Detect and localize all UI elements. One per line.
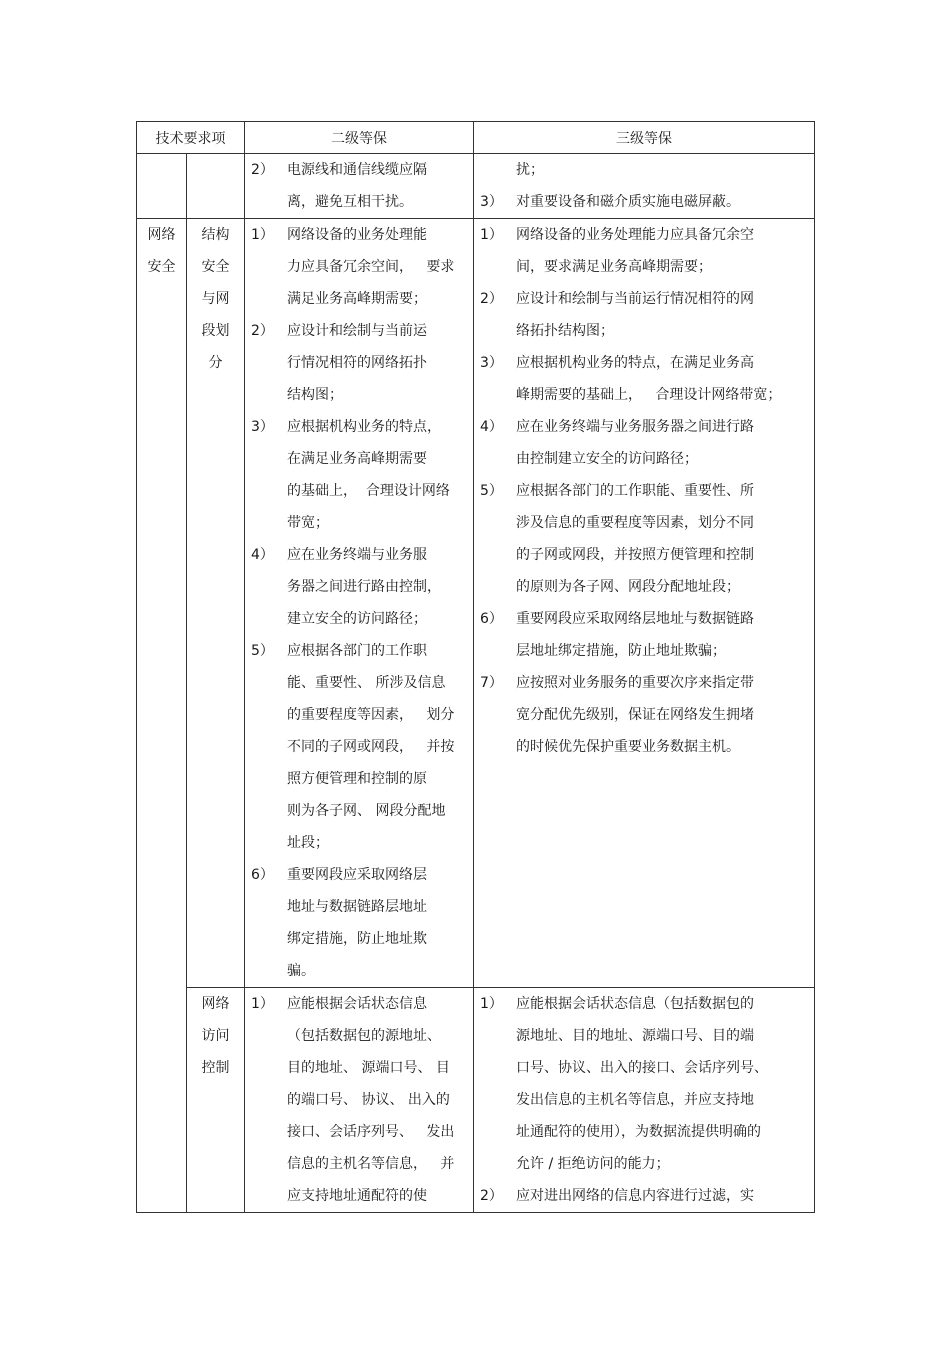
item-line: 离，避免互相干扰。 (287, 194, 413, 210)
subcategory-label-structure (187, 219, 244, 379)
security-requirements-table (136, 121, 815, 1213)
item-line: 应在业务终端与业务服务器之间进行路 (516, 419, 754, 435)
item-text (287, 219, 467, 315)
item-number: 2） (480, 1188, 503, 1204)
item-text (516, 411, 808, 475)
item-line: 务器之间进行路由控制， (287, 579, 441, 595)
level2-cell (245, 988, 474, 1213)
subcategory-cell (187, 988, 245, 1213)
item-line: 应设计和绘制与当前运 (287, 323, 427, 339)
table-header-row (137, 122, 815, 154)
requirement-item (480, 411, 808, 475)
item-number: 5） (480, 483, 503, 499)
item-line: 层地址绑定措施，防止地址欺骗； (516, 643, 726, 659)
item-line: 能、重要性、 所涉及信息 (287, 675, 446, 691)
level3-list (474, 988, 814, 1212)
level3-list (474, 219, 814, 763)
item-line: 应按照对业务服务的重要次序来指定带 (516, 675, 754, 691)
item-line: 地址与数据链路层地址 (287, 899, 427, 915)
label-line: 网络 (201, 996, 230, 1012)
item-line: 的基础上， 合理设计网络 (287, 483, 450, 499)
item-text (516, 603, 808, 667)
item-text (287, 539, 467, 635)
item-text (516, 988, 808, 1180)
item-number: 2） (480, 291, 503, 307)
item-line: 网络设备的业务处理能力应具备冗余空 (516, 227, 754, 243)
item-line: 重要网段应采取网络层 (287, 867, 427, 883)
empty-category-cell (137, 154, 187, 219)
item-line: （包括数据包的源地址、 (287, 1028, 441, 1044)
item-line: 骗。 (287, 963, 315, 979)
requirement-item (480, 1180, 808, 1212)
item-line: 应支持地址通配符的使 (287, 1188, 427, 1204)
item-number: 6） (251, 867, 274, 883)
requirement-item (480, 283, 808, 347)
item-line: 应根据机构业务的特点，在满足业务高 (516, 355, 754, 371)
item-line: 应对进出网络的信息内容进行过滤，实 (516, 1188, 754, 1204)
item-line: 行情况相符的网络拓扑 (287, 355, 427, 371)
item-number: 5） (251, 643, 274, 659)
item-line: 力应具备冗余空间， 要求 (287, 259, 455, 275)
header-item: 技术要求项 (137, 122, 245, 154)
item-line: 结构图； (287, 387, 343, 403)
requirement-item (251, 859, 467, 987)
item-text (287, 988, 467, 1212)
item-line: 信息的主机名等信息， 并 (287, 1156, 455, 1172)
label-line: 安全 (147, 259, 176, 275)
header-level2: 二级等保 (245, 122, 474, 154)
item-line: 址段； (287, 835, 329, 851)
header-level3: 三级等保 (474, 122, 815, 154)
level2-cell (245, 219, 474, 988)
item-line: 峰期需要的基础上， 合理设计网络带宽； (516, 387, 782, 403)
item-line: 应能根据会话状态信息 (287, 996, 427, 1012)
requirement-item (251, 219, 467, 315)
item-line: 重要网段应采取网络层地址与数据链路 (516, 611, 754, 627)
requirement-item (480, 219, 808, 283)
item-line: 允许 / 拒绝访问的能力； (516, 1156, 670, 1172)
item-number: 3） (251, 419, 274, 435)
label-line: 访问 (201, 1028, 230, 1044)
item-text (516, 475, 808, 603)
requirement-item (480, 988, 808, 1180)
label-line: 网络 (147, 227, 176, 243)
item-line: 应根据机构业务的特点， (287, 419, 441, 435)
category-cell (137, 219, 187, 1213)
item-line: 不同的子网或网段， 并按 (287, 739, 455, 755)
item-line: 由控制建立安全的访问路径； (516, 451, 698, 467)
item-line: 绑定措施，防止地址欺 (287, 931, 427, 947)
item-line: 建立安全的访问路径； (287, 611, 427, 627)
item-line: 涉及信息的重要程度等因素，划分不同 (516, 515, 754, 531)
item-line: 宽分配优先级别，保证在网络发生拥堵 (516, 707, 754, 723)
item-number: 3） (480, 194, 503, 210)
subcategory-label-access (187, 988, 244, 1084)
item-line: 发出信息的主机名等信息，并应支持地 (516, 1092, 754, 1108)
item-line: 网络设备的业务处理能 (287, 227, 427, 243)
requirement-item (480, 347, 808, 411)
item-text (516, 347, 808, 411)
item-number: 1） (480, 996, 503, 1012)
label-line: 结构 (201, 227, 230, 243)
item-text (287, 411, 467, 539)
level2-list (245, 154, 473, 218)
requirement-item (480, 667, 808, 763)
item-text (287, 154, 467, 218)
item-line: 照方便管理和控制的原 (287, 771, 427, 787)
requirement-item (480, 475, 808, 603)
item-text (516, 219, 808, 283)
item-number: 6） (480, 611, 503, 627)
requirement-item (251, 988, 467, 1212)
item-line: 应能根据会话状态信息（包括数据包的 (516, 996, 754, 1012)
item-line: 则为各子网、 网段分配地 (287, 803, 446, 819)
item-line: 应根据各部门的工作职能、重要性、所 (516, 483, 754, 499)
level3-continuation-text: 扰； (516, 162, 544, 178)
level3-cell (474, 988, 815, 1213)
item-line: 满足业务高峰期需要； (287, 291, 427, 307)
item-line: 间，要求满足业务高峰期需要； (516, 259, 712, 275)
level2-list (245, 219, 473, 987)
item-line: 应设计和绘制与当前运行情况相符的网 (516, 291, 754, 307)
item-text (287, 315, 467, 411)
category-label (137, 219, 186, 283)
item-line: 对重要设备和磁介质实施电磁屏蔽。 (516, 194, 740, 210)
item-number: 2） (251, 323, 274, 339)
requirement-item (251, 315, 467, 411)
requirement-item (251, 411, 467, 539)
item-number: 2） (251, 162, 274, 178)
item-line: 目的地址、 源端口号、 目 (287, 1060, 450, 1076)
item-number: 7） (480, 675, 503, 691)
label-line: 分 (208, 355, 223, 371)
table-row-access-control (137, 988, 815, 1213)
item-line: 电源线和通信线缆应隔 (287, 162, 427, 178)
item-line: 源地址、目的地址、源端口号、目的端 (516, 1028, 754, 1044)
label-line: 安全 (201, 259, 230, 275)
level3-cell (474, 219, 815, 988)
item-line: 的端口号、 协议、 出入的 (287, 1092, 450, 1108)
label-line: 与网 (201, 291, 230, 307)
label-line: 控制 (201, 1060, 230, 1076)
table-row-continuation (137, 154, 815, 219)
item-line: 址通配符的使用），为数据流提供明确的 (516, 1124, 761, 1140)
level3-cell (474, 154, 815, 219)
item-text (516, 1180, 808, 1212)
item-text (287, 859, 467, 987)
requirement-item (251, 635, 467, 859)
item-line: 在满足业务高峰期需要 (287, 451, 427, 467)
subcategory-cell (187, 219, 245, 988)
item-line: 带宽； (287, 515, 329, 531)
level3-list (474, 186, 814, 218)
item-line: 应在业务终端与业务服 (287, 547, 427, 563)
table-row-structure (137, 219, 815, 988)
level2-list (245, 988, 473, 1212)
requirement-item (480, 186, 808, 218)
item-line: 的原则为各子网、网段分配地址段； (516, 579, 740, 595)
item-line: 的重要程度等因素， 划分 (287, 707, 455, 723)
item-number: 1） (480, 227, 503, 243)
level2-cell (245, 154, 474, 219)
item-line: 口号、协议、出入的接口、会话序列号、 (516, 1060, 768, 1076)
item-line: 接口、会话序列号、 发出 (287, 1124, 455, 1140)
empty-subcategory-cell (187, 154, 245, 219)
item-line: 的时候优先保护重要业务数据主机。 (516, 739, 740, 755)
item-text (516, 667, 808, 763)
item-text (287, 635, 467, 859)
item-line: 的子网或网段，并按照方便管理和控制 (516, 547, 754, 563)
item-line: 应根据各部门的工作职 (287, 643, 427, 659)
item-number: 4） (480, 419, 503, 435)
item-number: 1） (251, 996, 274, 1012)
label-line: 段划 (201, 323, 230, 339)
requirement-item (480, 603, 808, 667)
requirement-item (251, 154, 467, 218)
item-number: 3） (480, 355, 503, 371)
item-text (516, 186, 808, 218)
item-number: 4） (251, 547, 274, 563)
item-text (516, 283, 808, 347)
item-line: 络拓扑结构图； (516, 323, 614, 339)
requirement-item (251, 539, 467, 635)
item-number: 1） (251, 227, 274, 243)
